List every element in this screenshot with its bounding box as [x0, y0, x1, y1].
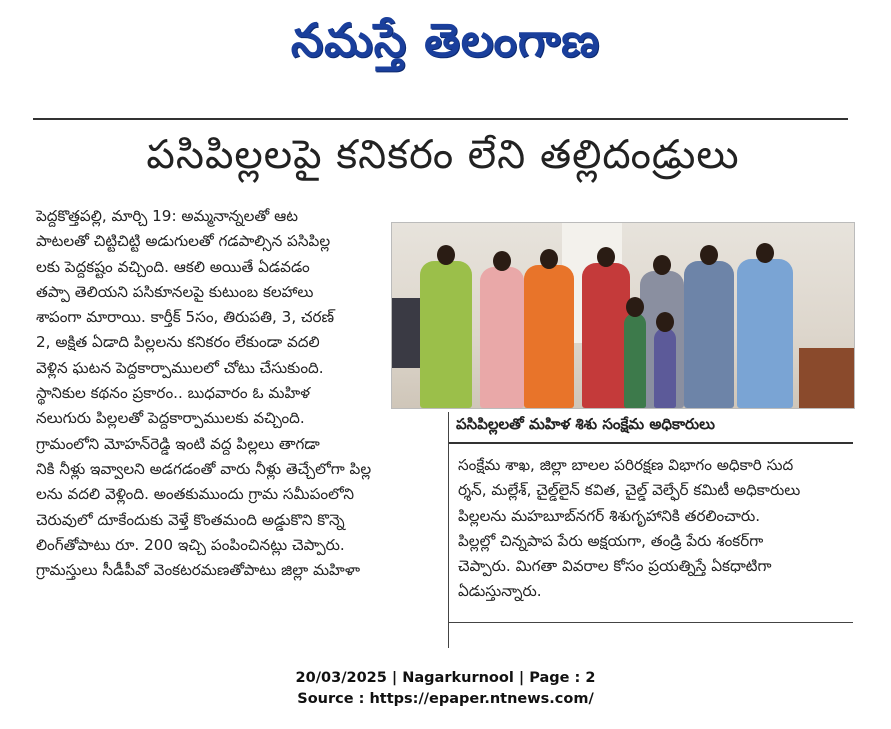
bottom-divider [448, 622, 853, 623]
text-line: చెప్పారు. మిగతా వివరాల కోసం ప్రయత్నిస్తే ఏకధాటిగా [458, 557, 772, 576]
text-line: చెరువులో దూకేందుకు వెళ్తే కొంతమంది అడ్డుకొని కొన్నె [36, 510, 345, 529]
photo-caption: పసిపిల్లలతో మహిళ శిశు సంక్షేమ అధికారులు [456, 415, 715, 433]
newspaper-masthead [0, 0, 891, 92]
clipping-footer [0, 668, 891, 710]
photo-table [799, 348, 854, 408]
text-line: ర్శన్, మల్లేశ్, చైల్డ్‌లైన్ కవిత, చైల్డ్ వెల్ఫేర్ కమిటీ అధికారులు [458, 481, 801, 500]
text-line: గ్రామంలోని మోహన్‌రెడ్డి ఇంటి వద్ద పిల్లలు తాగడా [36, 434, 320, 453]
masthead-title: నమస్తే తెలంగాణ [290, 13, 601, 67]
article-right-column [458, 453, 856, 605]
photo-person [524, 265, 574, 408]
text-line: లింగ్‌తోపాటు రూ. 200 ఇచ్చి పంపించినట్లు చెప్పారు. [36, 535, 345, 554]
photo-person [480, 267, 524, 408]
text-line: గ్రామస్తులు సీడీపీవో వెంకటరమణతోపాటు జిల్లా మహిళా [36, 561, 361, 580]
photo-person [684, 261, 734, 408]
text-line: సంక్షేమ శాఖ, జిల్లా బాలల పరిరక్షణ విభాగం అధికారి సుద [458, 456, 794, 474]
text-line: పిల్లలను మహబూబ్‌నగర్ శిశుగృహానికి తరలించారు. [458, 506, 761, 525]
text-line: శాపంగా మారాయి. కార్తీక్ 5సం, తిరుపతి, 3, చరణ్ [36, 308, 335, 327]
text-line: పిల్లల్లో చిన్నపాప పేరు అక్షయగా, తండ్రి పేరు శంకర్‌గా [458, 531, 764, 550]
text-line: నికి నీళ్లు ఇవ్వాలని అడగడంతో వారు నీళ్లు తెచ్చేలోగా పిల్ల [36, 459, 372, 478]
news-clipping [28, 92, 858, 648]
text-line: ఏడుస్తున్నారు. [458, 582, 542, 601]
caption-divider [448, 442, 853, 444]
photo-person [737, 259, 793, 408]
text-line: నలుగురు పిల్లలతో పెద్దకార్పాములకు వచ్చింది. [36, 409, 305, 428]
article-photo [391, 222, 855, 409]
text-line: పాటలతో చిట్టిచిట్టి అడుగులతో గడపాల్సిన పసిపిల్ల [36, 232, 331, 251]
photo-person [624, 313, 646, 408]
text-line: 2, అక్షిత ఏడాది పిల్లలను కనికరం లేకుండా వదలి [36, 333, 320, 352]
text-line: లకు పెద్దకష్టం వచ్చింది. ఆకలి అయితే ఏడవడం [36, 257, 310, 276]
footer-date-edition: 20/03/2025 | Nagarkurnool | Page : 2 [295, 670, 596, 686]
text-line: తప్పా తెలియని పసికూనలపై కుటుంబ కలహాలు [36, 282, 314, 301]
text-line: లను వదలి వెళ్లింది. అంతకుముందు గ్రామ సమీపంలోని [36, 485, 354, 504]
photo-person [582, 263, 630, 408]
photo-person [654, 328, 676, 408]
column-divider [448, 412, 449, 648]
text-line: స్థానికుల కథనం ప్రకారం.. బుధవారం ఓ మహిళ [36, 384, 311, 403]
text-line: పెద్దకొత్తపల్లి, మార్చి 19: అమ్మనాన్నలతో ఆట [36, 207, 298, 225]
article-headline: పసిపిల్లలపై కనికరం లేని తల్లిదండ్రులు [146, 132, 740, 178]
footer-source: Source : https://epaper.ntnews.com/ [297, 691, 594, 707]
photo-person [420, 261, 472, 408]
top-divider [33, 118, 848, 120]
article-left-column [36, 204, 438, 583]
text-line: వెళ్లిన ఘటన పెద్దకార్పాములలో చోటు చేసుకుంది. [36, 358, 324, 377]
